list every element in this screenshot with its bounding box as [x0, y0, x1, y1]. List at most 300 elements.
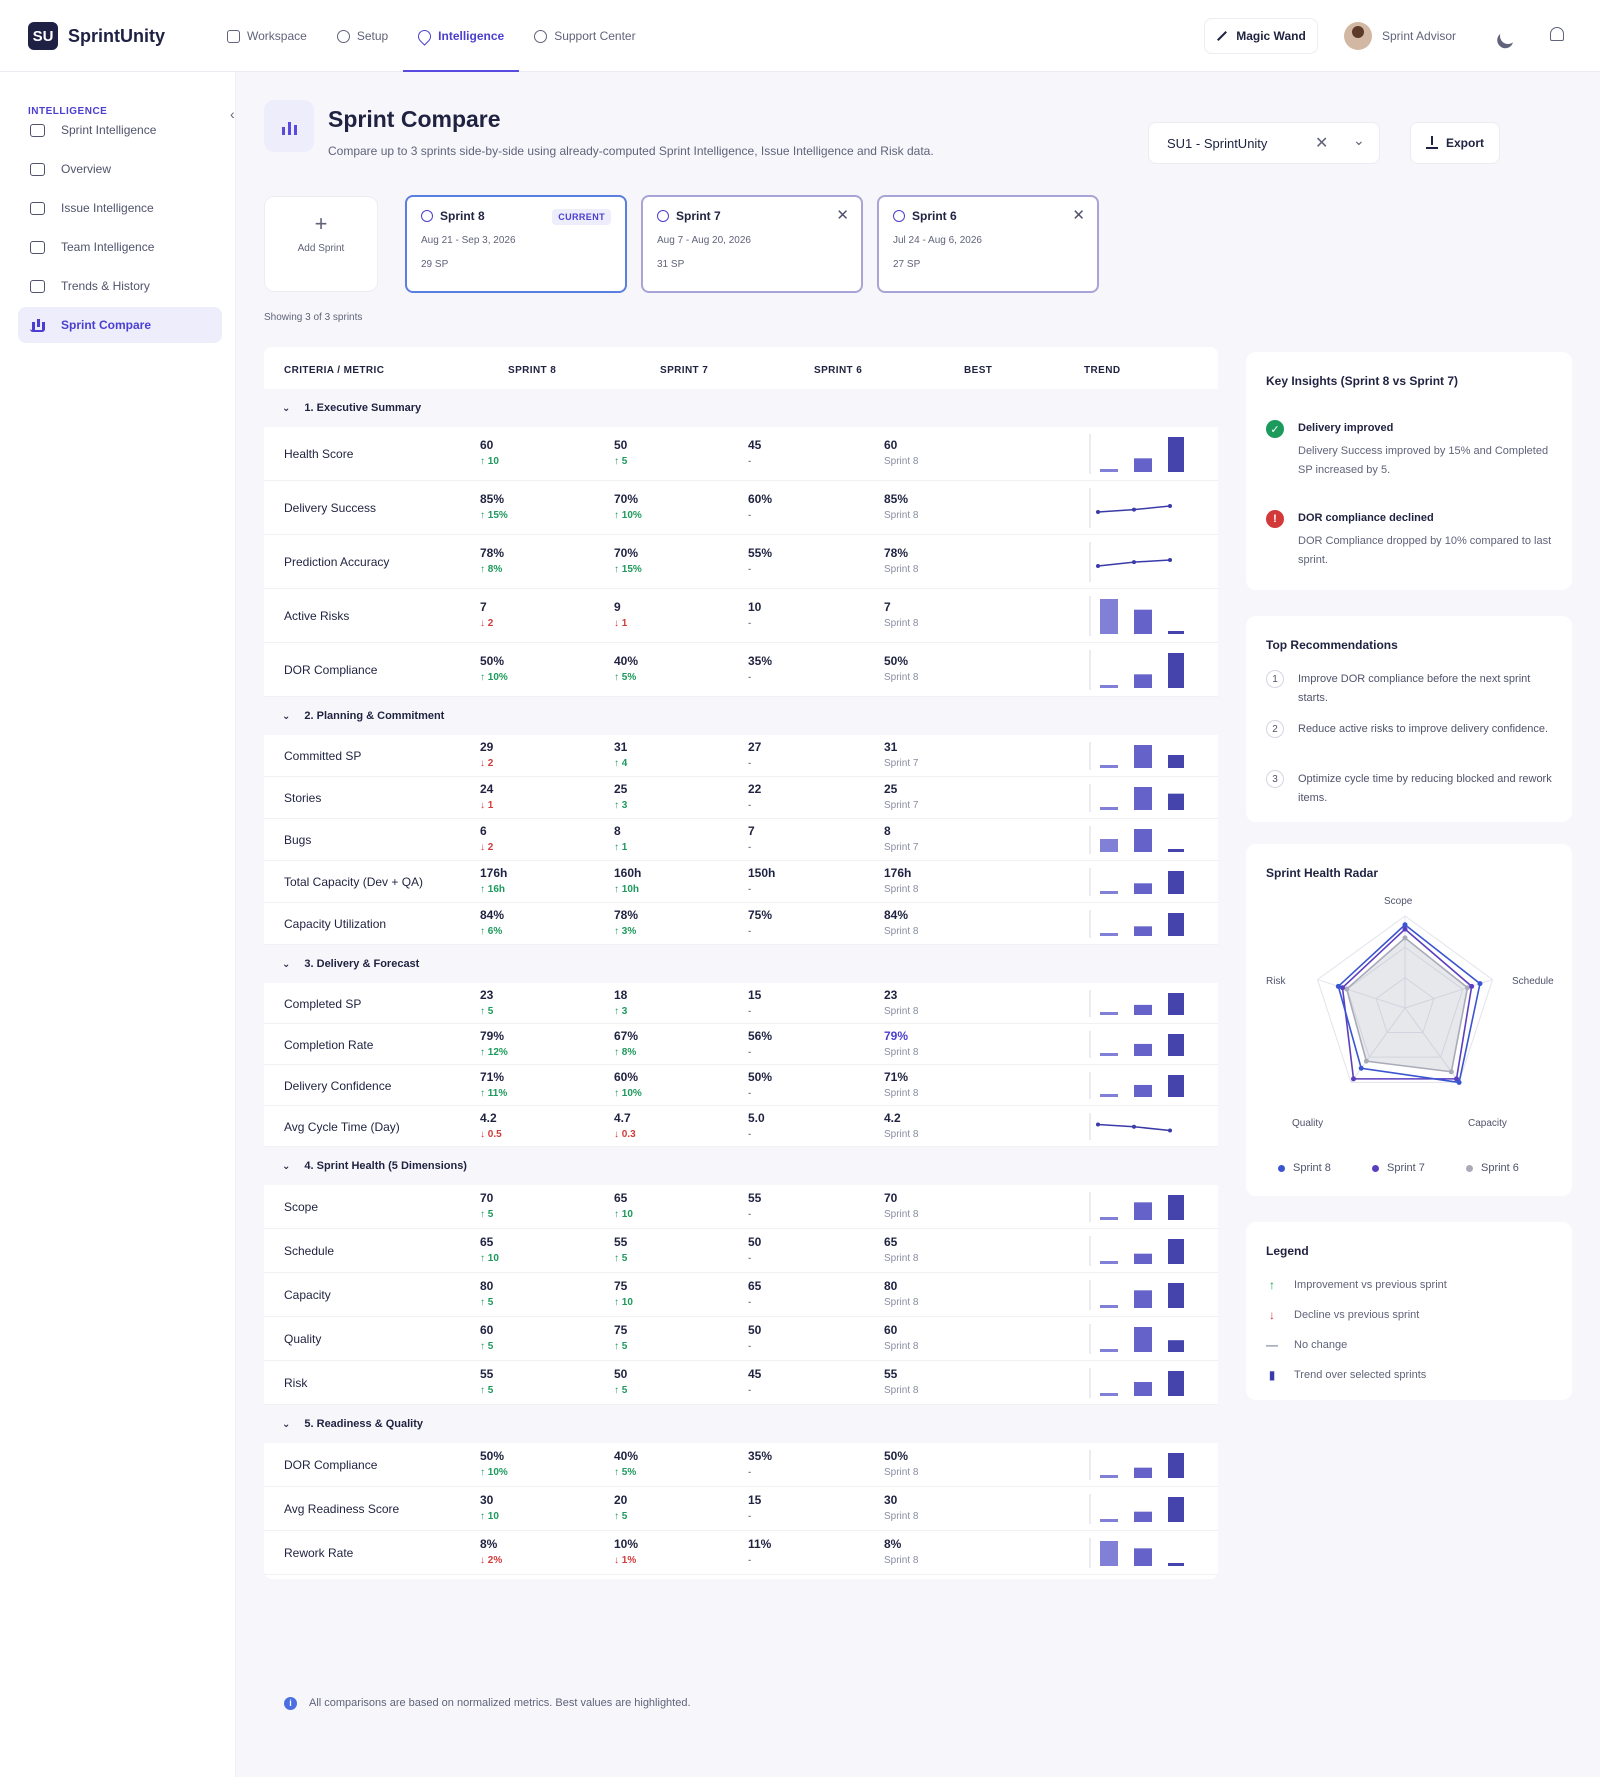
sprint-card-sprint-7[interactable]: [641, 195, 863, 293]
value-s6: 27: [748, 740, 762, 754]
bell-icon[interactable]: [1550, 27, 1564, 41]
trend-sparkline: [1084, 866, 1184, 898]
alert-circle-icon: !: [1266, 510, 1284, 528]
trend-sparkline: [1084, 540, 1184, 584]
value-s7: 65: [614, 1191, 628, 1205]
value-s7: 25: [614, 782, 628, 796]
sprint-dates: Aug 21 - Sep 3, 2026: [421, 235, 516, 246]
trend-sparkline: [1084, 824, 1184, 856]
radar-point: [1457, 1080, 1462, 1085]
nav-workspace[interactable]: [212, 0, 322, 72]
value-s6: 5.0: [748, 1110, 765, 1125]
trend-bar: [1100, 1393, 1118, 1396]
delta-value: 3: [621, 1005, 628, 1017]
arrow-up-icon: ↑: [480, 564, 488, 575]
metric-name: Avg Cycle Time (Day): [284, 1119, 400, 1134]
no-change: -: [748, 1209, 752, 1220]
best-sprint: Sprint 8: [884, 1467, 919, 1478]
trend-bar: [1168, 755, 1184, 768]
trend-sparkline: [1084, 1448, 1184, 1482]
sidebar-item-sprint-intelligence[interactable]: [18, 112, 222, 148]
nav-support-center[interactable]: [519, 0, 650, 72]
moon-icon[interactable]: [1498, 26, 1519, 47]
delta-value: 5: [487, 1005, 494, 1017]
bar-chart-icon: ▮: [1268, 1368, 1276, 1382]
showing-count: Showing 3 of 3 sprints: [264, 312, 363, 323]
section-1-executive-summary[interactable]: [264, 389, 1218, 427]
section-5-readiness-quality[interactable]: [264, 1405, 1218, 1443]
sidebar-item-issue-intelligence[interactable]: [18, 190, 222, 226]
arrow-up-icon: ↑: [480, 1005, 488, 1017]
best-value: 60: [884, 1323, 898, 1337]
nav-intelligence[interactable]: [403, 0, 519, 72]
recommendations-panel: [1246, 616, 1572, 822]
section-title: 5. Readiness & Quality: [304, 1418, 423, 1430]
trend-sparkline: [1084, 432, 1184, 476]
no-change: -: [748, 1511, 752, 1522]
delta-value: 16h: [487, 884, 506, 895]
sprint-name: Sprint 7: [676, 209, 721, 223]
trend-point: [1096, 1123, 1100, 1127]
arrow-down-icon: ↓: [614, 1128, 622, 1140]
delta-value: 1: [487, 800, 494, 811]
metric-name: Capacity Utilization: [284, 917, 387, 931]
radar-legend-item[interactable]: [1466, 1162, 1519, 1174]
close-icon[interactable]: ✕: [836, 207, 849, 224]
no-change: -: [748, 1046, 752, 1058]
arrow-up-icon: ↑: [614, 1209, 622, 1220]
delta-s7: [614, 758, 627, 769]
plus-icon: +: [314, 211, 328, 236]
arrow-up-icon: ↑: [480, 1385, 488, 1396]
value-s7: 9: [614, 600, 621, 614]
best-value: 8%: [884, 1537, 902, 1551]
arrow-up-icon: ↑: [480, 1297, 488, 1308]
sidebar-item-sprint-compare[interactable]: [18, 307, 222, 343]
key-insights-panel: [1246, 352, 1572, 590]
trend-point: [1132, 508, 1136, 512]
delta-s8: [480, 456, 499, 467]
delta-s7: [614, 672, 636, 683]
trend-bar: [1168, 913, 1184, 936]
trend-sparkline: [1084, 988, 1184, 1019]
metric-name: Delivery Success: [284, 501, 377, 515]
value-s7: 4.7: [614, 1110, 631, 1125]
nav-label: Setup: [356, 29, 389, 43]
delta-s8: [480, 800, 493, 811]
sprint-icon: [421, 210, 433, 222]
delta-value: 10: [621, 1297, 633, 1308]
radar-point: [1351, 1076, 1356, 1081]
arrow-up-icon: ↑: [614, 1511, 622, 1522]
trend-up-icon: [30, 280, 45, 293]
radar-point: [1449, 1069, 1454, 1074]
delta-value: 15%: [487, 510, 508, 521]
value-s6: 7: [748, 824, 755, 838]
trend-bar: [1100, 1053, 1118, 1056]
metric-name: Bugs: [284, 833, 312, 847]
value-s6: 50: [748, 1235, 762, 1249]
radar-series-sprint-6: [1347, 938, 1468, 1072]
delta-s8: [480, 1253, 499, 1264]
column-header-sprint-8: SPRINT 8: [508, 365, 557, 376]
value-s8: 6: [480, 824, 487, 838]
delta-s8: [480, 1129, 502, 1140]
trend-bar: [1168, 1340, 1184, 1352]
best-sprint: Sprint 8: [884, 1253, 919, 1264]
column-header-sprint-6: SPRINT 6: [814, 365, 863, 376]
value-s6: 56%: [748, 1028, 773, 1043]
value-s8: 30: [480, 1493, 494, 1507]
no-change: -: [748, 1467, 752, 1478]
column-header-criteria-metric: CRITERIA / METRIC: [284, 365, 385, 376]
sidebar-item-overview[interactable]: [18, 151, 222, 187]
delta-value: 5: [621, 456, 628, 467]
delta-s8: [480, 1341, 493, 1352]
arrow-down-icon: ↓: [480, 842, 488, 853]
value-s7: 75: [614, 1323, 628, 1337]
export-button[interactable]: [1410, 122, 1500, 164]
value-s7: 18: [614, 987, 628, 1002]
value-s7: 50: [614, 438, 628, 452]
trend-sparkline: [1084, 1366, 1184, 1400]
trend-bar: [1168, 1195, 1184, 1220]
bulb-icon: [415, 27, 433, 45]
delta-s7: [614, 1006, 627, 1017]
table-row: [264, 819, 1218, 861]
delta-s8: [480, 1511, 499, 1522]
delta-value: 8%: [487, 564, 503, 575]
arrow-up-icon: ↑: [480, 1046, 488, 1058]
delta-s7: [614, 1511, 627, 1522]
bar-chart-icon: [264, 100, 314, 152]
delta-value: 2: [487, 758, 494, 769]
sidebar-item-trends-history[interactable]: [18, 268, 222, 304]
delta-value: 10: [487, 456, 499, 467]
value-s6: 35%: [748, 654, 773, 668]
delta-s8: [480, 758, 493, 769]
trend-bar: [1168, 1283, 1184, 1308]
value-s6: 50%: [748, 1069, 773, 1084]
value-s7: 160h: [614, 866, 642, 880]
metric-name: Committed SP: [284, 749, 362, 763]
arrow-up-icon: ↑: [614, 842, 622, 853]
value-s7: 8: [614, 824, 621, 838]
delta-s7: [614, 800, 627, 811]
trend-bar: [1134, 1254, 1152, 1264]
best-sprint: Sprint 8: [884, 1511, 919, 1522]
sidebar-item-label: Sprint Compare: [61, 318, 152, 332]
sprint-card-sprint-8[interactable]: [405, 195, 627, 293]
delta-s8: [480, 618, 493, 629]
radar-legend-item[interactable]: [1278, 1162, 1331, 1174]
arrow-up-icon: ↑: [614, 1087, 622, 1099]
delta-value: 3%: [621, 926, 637, 937]
delta-s8: [480, 1385, 493, 1396]
value-s7: 40%: [614, 1449, 639, 1463]
best-sprint: Sprint 7: [884, 758, 919, 769]
best-sprint: Sprint 8: [884, 1087, 919, 1099]
trend-bar: [1168, 993, 1184, 1015]
legend-item: [1266, 1368, 1426, 1382]
metric-name: Avg Readiness Score: [284, 1502, 400, 1516]
no-change: -: [748, 758, 752, 769]
metric-name: DOR Compliance: [284, 1458, 378, 1472]
magic-wand-button[interactable]: [1204, 18, 1318, 54]
delta-value: 10%: [621, 1087, 642, 1099]
table-row: [264, 1317, 1218, 1361]
value-s6: 60%: [748, 492, 773, 506]
collapse-icon[interactable]: ‹: [230, 106, 235, 122]
trend-bar: [1100, 1261, 1118, 1264]
delta-value: 1: [621, 842, 628, 853]
delta-value: 5: [621, 1341, 628, 1352]
table-row: [264, 903, 1218, 945]
arrow-down-icon: ↓: [480, 618, 488, 629]
metric-name: DOR Compliance: [284, 663, 378, 677]
delta-value: 15%: [621, 564, 642, 575]
trend-bar: [1134, 1202, 1152, 1220]
table-row: [264, 1361, 1218, 1405]
delta-value: 4: [621, 758, 628, 769]
close-icon[interactable]: ✕: [1072, 207, 1085, 224]
add-sprint-button[interactable]: [264, 196, 378, 292]
sidebar-item-team-intelligence[interactable]: [18, 229, 222, 265]
table-row: [264, 535, 1218, 589]
column-header-sprint-7: SPRINT 7: [660, 365, 709, 376]
no-change: -: [748, 1128, 752, 1140]
value-s7: 50: [614, 1367, 628, 1381]
delta-s8: [480, 1047, 508, 1058]
value-s8: 55: [480, 1367, 494, 1381]
metric-name: Quality: [284, 1332, 322, 1346]
delta-value: 11%: [487, 1087, 508, 1099]
metric-name: Scope: [284, 1200, 319, 1214]
radar-axis-label: Scope: [1384, 896, 1413, 907]
table-row: [264, 1065, 1218, 1106]
radar-point: [1359, 1066, 1364, 1071]
no-change: -: [748, 1087, 752, 1099]
best-sprint: Sprint 8: [884, 1297, 919, 1308]
best-value: 25: [884, 782, 898, 796]
best-sprint: Sprint 8: [884, 1209, 919, 1220]
trend-bar: [1168, 1563, 1184, 1566]
delta-value: 5: [621, 1253, 628, 1264]
trend-sparkline: [1084, 486, 1184, 530]
delta-s7: [614, 1341, 627, 1352]
trend-bar: [1100, 1541, 1118, 1566]
compare-table: [264, 347, 1218, 1579]
app-logo[interactable]: [28, 22, 165, 50]
delta-s8: [480, 1555, 502, 1566]
legend-text: Trend over selected sprints: [1294, 1369, 1427, 1381]
metric-name: Capacity: [284, 1288, 331, 1302]
project-select[interactable]: [1148, 122, 1380, 164]
current-badge: CURRENT: [552, 209, 611, 225]
best-value: 60: [884, 438, 898, 452]
value-s8: 84%: [480, 908, 505, 922]
no-change: -: [748, 1005, 752, 1017]
best-value: 31: [884, 740, 898, 754]
delta-value: 10%: [621, 510, 642, 521]
metric-name: Health Score: [284, 447, 354, 461]
legend-label: Sprint 6: [1481, 1162, 1519, 1174]
legend-text: Decline vs previous sprint: [1294, 1309, 1420, 1321]
radar-point: [1403, 922, 1408, 927]
best-value: 80: [884, 1279, 898, 1293]
delta-s7: [614, 1253, 627, 1264]
metric-name: Completion Rate: [284, 1037, 374, 1052]
trend-bar: [1100, 469, 1118, 472]
sprint-sp: 31 SP: [657, 259, 685, 270]
chevron-down-icon[interactable]: ⌄: [1353, 132, 1365, 148]
sidebar-item-label: Sprint Intelligence: [61, 123, 157, 137]
chevron-down-icon[interactable]: ⌄: [282, 1418, 291, 1430]
value-s6: 15: [748, 987, 762, 1002]
arrow-up-icon: ↑: [614, 884, 622, 895]
trend-point: [1168, 558, 1172, 562]
value-s8: 50%: [480, 1449, 505, 1463]
trend-bar: [1134, 745, 1152, 768]
legend-item: [1266, 1278, 1447, 1292]
delta-value: 10%: [487, 1467, 508, 1478]
no-change: -: [748, 800, 752, 811]
chevron-down-icon[interactable]: ⌄: [282, 710, 291, 722]
value-s8: 71%: [480, 1069, 505, 1084]
sprint-advisor[interactable]: [1344, 22, 1456, 50]
info-icon: i: [284, 1697, 297, 1710]
trend-bar: [1100, 685, 1118, 688]
trend-bar: [1134, 458, 1152, 472]
recommendation-text: Optimize cycle time by reducing blocked and rework items.: [1298, 773, 1552, 804]
radar-legend-item[interactable]: [1372, 1162, 1425, 1174]
value-s7: 75: [614, 1279, 628, 1293]
chevron-down-icon[interactable]: ⌄: [282, 402, 291, 414]
legend-dot: [1372, 1165, 1379, 1172]
table-row: [264, 861, 1218, 903]
radar-title: Sprint Health Radar: [1266, 866, 1379, 880]
delta-value: 10: [487, 1253, 499, 1264]
trend-bar: [1168, 1497, 1184, 1522]
table-row: [264, 643, 1218, 697]
delta-value: 5: [487, 1297, 494, 1308]
metric-name: Schedule: [284, 1244, 335, 1258]
main-nav: [212, 0, 651, 72]
value-s8: 50%: [480, 654, 505, 668]
best-value: 70: [884, 1191, 898, 1205]
trend-sparkline: [1084, 648, 1184, 692]
chevron-down-icon[interactable]: ⌄: [282, 958, 291, 970]
value-s8: 85%: [480, 492, 505, 506]
recommendation-text: Reduce active risks to improve delivery confidence.: [1298, 723, 1549, 735]
delta-s8: [480, 510, 508, 521]
section-3-delivery-forecast[interactable]: [264, 945, 1218, 983]
delta-s7: [614, 1555, 636, 1566]
sprint-card-sprint-6[interactable]: [877, 195, 1099, 293]
table-row: [264, 1024, 1218, 1065]
sidebar: [0, 72, 236, 1777]
section-title: 1. Executive Summary: [304, 402, 422, 414]
legend-panel: [1246, 1222, 1572, 1400]
no-change: -: [748, 1341, 752, 1352]
best-sprint: Sprint 7: [884, 800, 919, 811]
best-sprint: Sprint 7: [884, 842, 919, 853]
value-s8: 80: [480, 1279, 494, 1293]
value-s8: 60: [480, 1323, 494, 1337]
trend-bar: [1100, 1217, 1118, 1220]
insights-title: Key Insights (Sprint 8 vs Sprint 7): [1266, 374, 1459, 388]
table-row: [264, 1106, 1218, 1147]
trend-bar: [1134, 1548, 1152, 1566]
delta-value: 10: [621, 1209, 633, 1220]
value-s8: 79%: [480, 1028, 505, 1043]
trend-icon: [30, 163, 45, 176]
close-icon[interactable]: ✕: [1315, 135, 1329, 152]
section-2-planning-commitment[interactable]: [264, 697, 1218, 735]
delta-value: 2%: [487, 1555, 503, 1566]
delta-value: 8%: [621, 1046, 637, 1058]
arrow-up-icon: ↑: [480, 884, 488, 895]
trend-bar: [1134, 1382, 1152, 1396]
project-value: SU1 - SprintUnity: [1167, 135, 1268, 151]
delta-s8: [480, 672, 508, 683]
trend-sparkline: [1084, 1111, 1184, 1142]
column-header-best: BEST: [964, 365, 993, 376]
trend-bar: [1100, 1012, 1118, 1015]
trend-bar: [1134, 1327, 1152, 1352]
delta-s7: [614, 1297, 633, 1308]
section-4-sprint-health-5-dimensions[interactable]: [264, 1147, 1218, 1185]
legend-dot: [1278, 1165, 1285, 1172]
trend-bar: [1100, 891, 1118, 894]
best-value: 30: [884, 1493, 898, 1507]
chevron-down-icon[interactable]: ⌄: [282, 1160, 291, 1172]
value-s8: 60: [480, 438, 494, 452]
value-s6: 50: [748, 1323, 762, 1337]
recommendation-text: Improve DOR compliance before the next sprint starts.: [1298, 673, 1531, 704]
delta-s7: [614, 1385, 627, 1396]
radar-panel: [1246, 844, 1572, 1196]
metric-name: Active Risks: [284, 609, 350, 623]
arrow-down-icon: ↓: [1269, 1308, 1275, 1322]
value-s7: 55: [614, 1235, 628, 1249]
radar-axis-label: Schedule: [1512, 976, 1554, 987]
trend-bar: [1100, 1094, 1118, 1097]
sidebar-item-label: Trends & History: [61, 279, 150, 293]
best-value: 79%: [884, 1028, 909, 1043]
magic-wand-label: Magic Wand: [1236, 29, 1306, 43]
sprint-icon: [893, 210, 905, 222]
best-sprint: Sprint 8: [884, 1128, 919, 1140]
value-s6: 11%: [748, 1537, 772, 1551]
trend-bar: [1100, 1475, 1118, 1478]
sprint-sp: 27 SP: [893, 259, 921, 270]
legend-item: [1266, 1338, 1347, 1352]
value-s7: 40%: [614, 654, 639, 668]
arrow-up-icon: ↑: [614, 1253, 622, 1264]
arrow-up-icon: ↑: [480, 672, 488, 683]
nav-setup[interactable]: [322, 0, 403, 72]
value-s7: 78%: [614, 908, 639, 922]
trend-bar: [1100, 839, 1118, 852]
table-row: [264, 589, 1218, 643]
trend-bar: [1168, 437, 1184, 472]
legend-text: Improvement vs previous sprint: [1294, 1279, 1447, 1291]
export-label: Export: [1445, 136, 1484, 150]
delta-value: 2: [487, 842, 494, 853]
trend-bar: [1100, 933, 1118, 936]
trend-bar: [1168, 1239, 1184, 1264]
